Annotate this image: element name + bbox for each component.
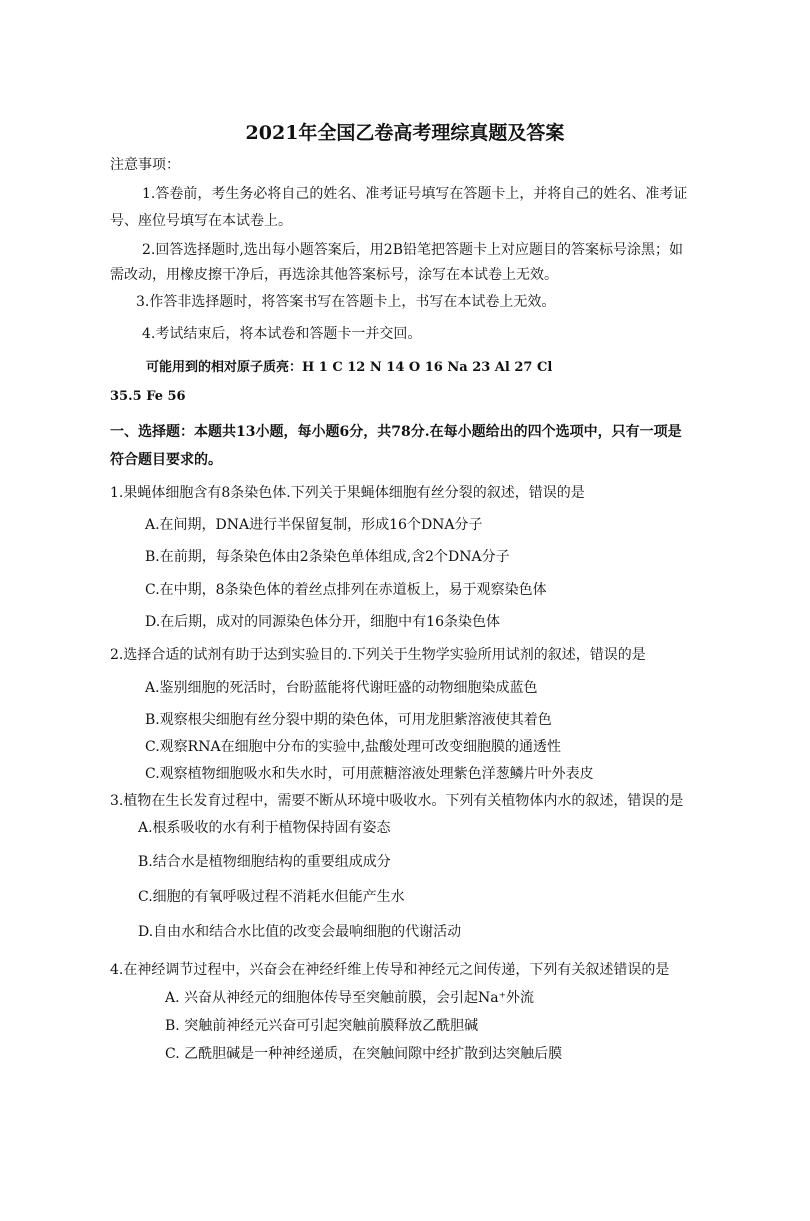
question-option: A. 兴奋从神经元的细胞体传导至突触前膜，会引起Na⁺外流 (165, 990, 534, 1006)
question-option: B.结合水是植物细胞结构的重要组成成分 (138, 854, 391, 870)
question-option: C.细胞的有氧呼吸过程不消耗水但能产生水 (138, 889, 405, 905)
notice-line: 2.回答选择题时,选出每小题答案后，用2B铅笔把答题卡上对应题目的答案标号涂黑；如 (142, 242, 684, 258)
section-heading: 符合题目要求的。 (110, 452, 222, 468)
question-option: A.鉴别细胞的死活时，台盼蓝能将代谢旺盛的动物细胞染成蓝色 (145, 680, 538, 696)
question-option: B. 突触前神经元兴奋可引起突触前膜释放乙酰胆碱 (165, 1018, 479, 1034)
page-title: 2021年全国乙卷高考理综真题及答案 (245, 122, 565, 144)
question-option: A.根系吸收的水有利于植物保持固有姿态 (138, 820, 391, 836)
question-option: A.在间期，DNA进行半保留复制，形成16个DNA分子 (145, 517, 483, 533)
question-option: C. 乙酰胆碱是一种神经递质，在突触间隙中经扩散到达突触后膜 (165, 1046, 563, 1062)
question-option: C.在中期，8条染色体的着丝点排列在赤道板上，易于观察染色体 (145, 582, 547, 598)
question-stem: 1.果蝇体细胞含有8条染色体.下列关于果蝇体细胞有丝分裂的叙述，错误的是 (110, 485, 585, 501)
question-option: D.在后期，成对的同源染色体分开，细胞中有16条染色体 (145, 614, 500, 630)
question-option: C.观察植物细胞吸水和失水时，可用蔗糖溶液处理紫色洋葱鳞片叶外表皮 (145, 766, 594, 782)
atomic-mass-line: 35.5 Fe 56 (110, 389, 186, 404)
question-stem: 3.植物在生长发育过程中，需要不断从环境中吸收水。下列有关植物体内水的叙述，错误的是 (110, 793, 684, 809)
question-stem: 2.选择合适的试剂有助于达到实验目的.下列关于生物学实验所用试剂的叙述，错误的是 (110, 647, 646, 663)
question-stem: 4.在神经调节过程中，兴奋会在神经纤维上传导和神经元之间传递，下列有关叙述错误的是 (110, 962, 670, 978)
notice-heading: 注意事项： (110, 157, 180, 173)
notice-line: 3.作答非选择题时，将答案书写在答题卡上，书写在本试卷上无效。 (136, 294, 556, 310)
notice-line: 1.答卷前，考生务必将自己的姓名、准考证号填写在答题卡上，并将自己的姓名、准考证 (142, 186, 688, 202)
notice-line: 号、座位号填写在本试卷上。 (110, 213, 292, 229)
question-option: C.观察RNA在细胞中分布的实验中,盐酸处理可改变细胞膜的通透性 (145, 739, 562, 755)
question-option: B.在前期，每条染色体由2条染色单体组成,含2个DNA分子 (145, 549, 510, 565)
question-option: B.观察根尖细胞有丝分裂中期的染色体，可用龙胆紫溶液使其着色 (145, 712, 552, 728)
notice-line: 需改动，用橡皮擦干净后，再选涂其他答案标号，涂写在本试卷上无效。 (110, 267, 558, 283)
section-heading: 一、选择题：本题共13小题，每小题6分，共78分.在每小题给出的四个选项中，只有一项是 (110, 424, 682, 440)
question-option: D.自由水和结合水比值的改变会最响细胞的代谢活动 (138, 924, 462, 940)
notice-line: 4.考试结束后，将本试卷和答题卡一并交回。 (142, 326, 422, 342)
atomic-mass-line: 可能用到的相对原子质亮：H 1 C 12 N 14 O 16 Na 23 Al 27 Cl (146, 360, 553, 375)
